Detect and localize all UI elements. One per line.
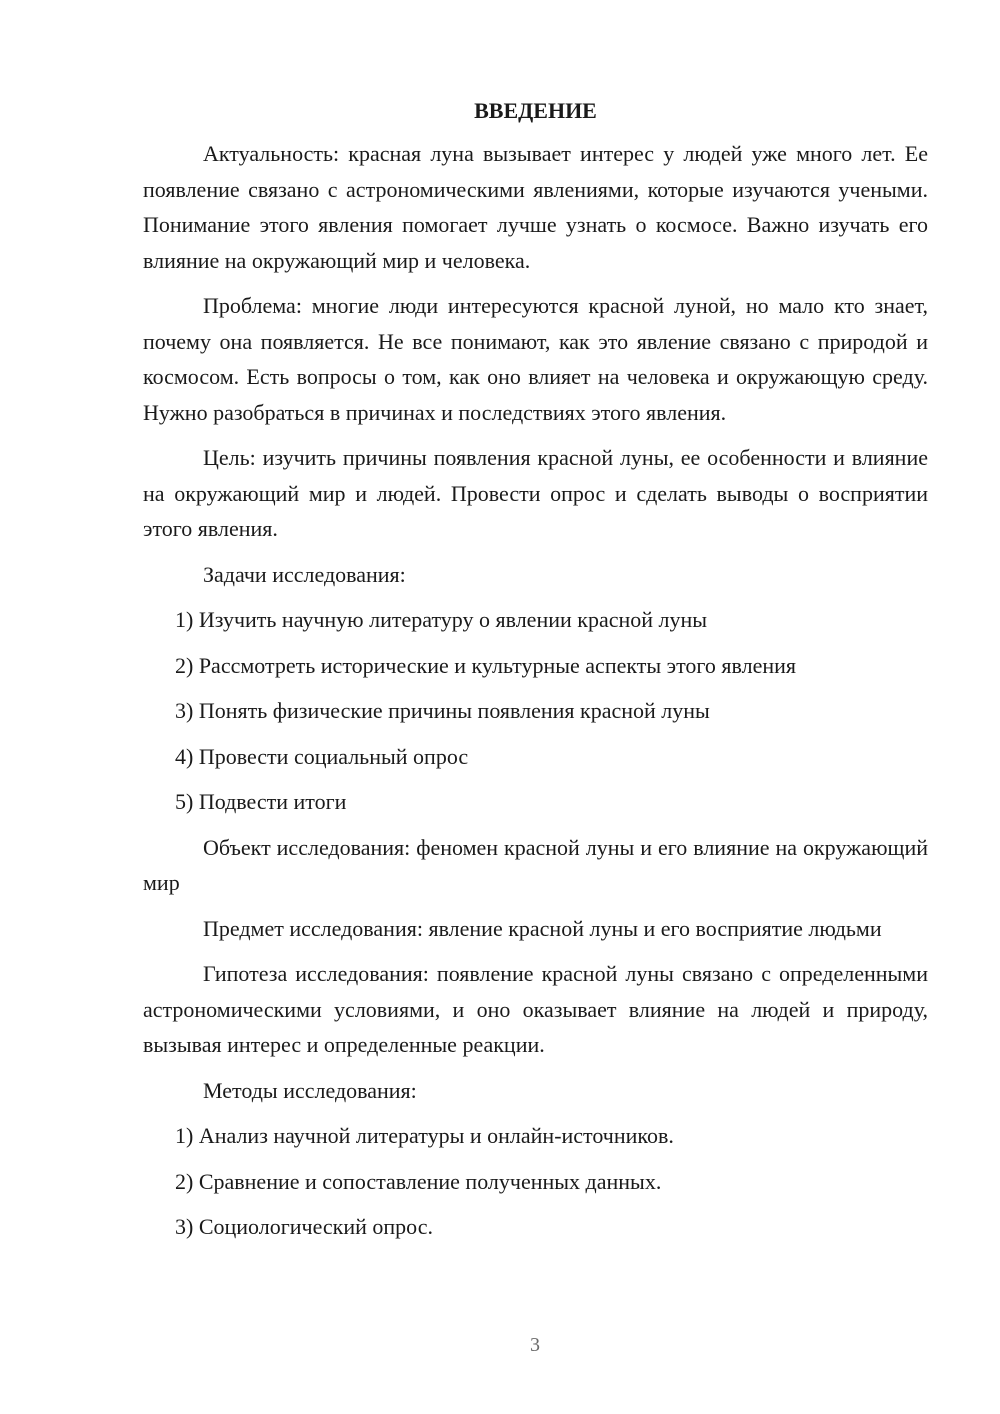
object-paragraph: Объект исследования: феномен красной луны и его влияние на окружающий мир (143, 834, 928, 895)
subject-paragraph: Предмет исследования: явление красной луны и его восприятие людьми (203, 915, 882, 941)
task-item: 5) Подвести итоги (175, 789, 347, 814)
page-number: 3 (530, 1334, 540, 1356)
method-item: 2) Сравнение и сопоставление полученных данных. (175, 1168, 662, 1194)
hypothesis-paragraph: Гипотеза исследования: появление красной луны связано с определенными астрономическими условиями, и оно оказывает влияние на людей и природу, вызывая интерес и определенные реакции. (143, 961, 928, 1057)
method-item: 1) Анализ научной литературы и онлайн-источников. (175, 1123, 674, 1148)
task-item: 2) Рассмотреть исторические и культурные аспекты этого явления (175, 652, 797, 678)
goal-paragraph: Цель: изучить причины появления красной луны, ее особенности и влияние на окружающий мир и людей. Провести опрос и сделать выводы о восприятии этого явления. (143, 445, 928, 541)
method-item: 3) Социологический опрос. (175, 1214, 433, 1239)
problem-paragraph: Проблема: многие люди интересуются красной луной, но мало кто знает, почему она появляется. Не все понимают, как это явление связано с природой и космосом. Есть вопросы о том, как оно влияет на человека и окружающую среду. Нужно разобраться в причинах и последствиях этого явления. (143, 293, 928, 425)
tasks-label: Задачи исследования: (203, 561, 406, 587)
relevance-paragraph: Актуальность: красная луна вызывает интерес у людей уже много лет. Ее появление связано с астрономическими явлениями, которые изучаются учеными. Понимание этого явления помогает лучше узнать о космосе. Важно изучать его влияние на окружающий мир и человека. (143, 141, 928, 273)
page-title: ВВЕДЕНИЕ (474, 98, 597, 123)
methods-label: Методы исследования: (203, 1077, 417, 1103)
document-page (143, 96, 928, 1255)
task-item: 3) Понять физические причины появления красной луны (175, 698, 710, 723)
task-item: 4) Провести социальный опрос (175, 743, 469, 769)
task-item: 1) Изучить научную литературу о явлении красной луны (175, 607, 708, 632)
